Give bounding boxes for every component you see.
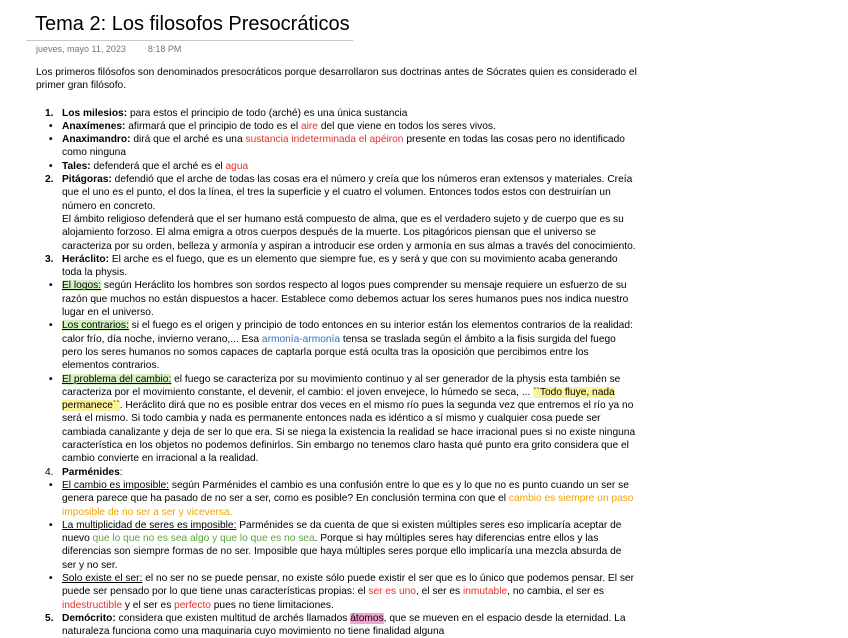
intro-paragraph: Los primeros filósofos son denominados presocráticos porque desarrollaron sus doctrinas antes de Sócrates quien es considerado el primer gran filósofo. [36,67,637,92]
highlight-orange: cambio es siempre un paso imposible de no ser a ser y viceversa. [62,493,634,518]
text: defendió que el arche de todas las cosas era el número y creía que los números eran extensos y materiales. Creía que el uno es el punto, el dos la línea, el tres la superficie y el cuatro el volumen. Entonces todos estos con destruirían un número en concreto. [62,174,633,212]
page-time: 8:18 PM [147,44,182,54]
term: Heráclito: [62,253,109,265]
highlight-red: sustancia indeterminada el apéiron [245,134,404,146]
text: según Parménides el cambio es una confusión entre lo que es y lo que no es punto cuando un ser se genera parece que ha pasado de no ser a ser, como es posible? En conclusión termina con que el [62,479,629,505]
term-highlighted: Los contrarios: [62,320,129,332]
term-highlighted: El problema del cambio: [62,373,172,385]
list-number: 5. [45,612,54,624]
text: según Heráclito los hombres son sordos respecto al logos pues comprender su mensaje requiere un esfuerzo de su razón que muchos no están dispuestos a hacer. Establece como debemos actuar los seres humanos pues nos indica nuestro lugar en el universo. [62,280,629,319]
title-divider [26,40,353,41]
note-body[interactable] [36,66,638,638]
text: el no ser no se puede pensar, no existe sólo puede existir el ser que es lo único que podemos pensar. El ser puede ser pensado por lo que tiene unas características propias: el [62,572,634,598]
text: , el ser es [415,586,463,598]
list-number: 1. [45,107,54,119]
term-underlined: La multiplicidad de seres es imposible: [62,519,237,531]
bullet-icon: • [49,572,53,584]
list-item-multiplicidad [36,519,638,572]
list-item-logos [36,279,638,319]
text-continuation: El ámbito religioso defenderá que el ser humano está compuesto de alma, que es el verdadero sujeto y de cuerpo que es su alojamiento forzoso. El alma emigra a otros cuerpos después de la muerte. Los pitagóricos piensan que el universo se caracteriza por su orden, belleza y armonía y aspiran a introducir ese orden y armonía en sus almas a través del conocimiento. [62,213,636,252]
list-item-tales [36,160,638,173]
bullet-icon: • [49,134,53,146]
term: Demócrito: [62,612,116,624]
list-item-anaximenes [36,120,638,133]
bullet-icon: • [49,479,53,491]
list-item-anaximandro [36,133,638,160]
term: Anaxímenes: [62,120,126,132]
quote-highlighted: ``Todo fluye, nada permanece`` [62,386,615,412]
list-item-pitagoras [36,173,638,253]
term: Anaximandro: [62,134,131,146]
text: si el fuego es el origen y principio de todo entonces en su interior están los elementos contrarios de la realidad: calor frío, día noche, invierno verano,... Esa [62,320,633,345]
highlight-pink: átomos [350,612,384,624]
text: para estos el principio de todo (arché) es una única sustancia [127,107,408,119]
text: tensa se traslada según el ámbito a la fisis surgida del fuego pero los seres humanos no somos capaces de captarla porque está oculta tras la oposición que percibimos entre los elementos contrarios. [62,333,616,372]
list-number: 4. [45,466,54,478]
text: Parménides se da cuenta de que si existen múltiples seres eso implicaría aceptar de nuevo [62,519,622,545]
text: : [119,466,123,478]
term: Parménides [62,466,120,478]
list-item-heraclito [36,253,638,280]
list-item-contrarios [36,319,638,372]
list-item-parmenides [36,466,638,479]
term-underlined: El cambio es imposible: [62,479,170,491]
text: del que viene en todos los seres vivos. [317,120,496,132]
highlight-red: perfecto [174,599,211,611]
term-underlined: Solo existe el ser: [62,572,143,584]
list-item-cambio [36,373,638,466]
bullet-icon: • [49,519,53,531]
bullet-icon: • [49,120,53,132]
text: dirá que el arché es una [130,134,246,146]
list-item-milesios [36,107,638,120]
highlight-red: agua [225,160,249,172]
text: afirmará que el principio de todo es el [125,120,301,132]
page-metadata [36,44,181,54]
text: , no cambia, el ser es [507,586,604,598]
bullet-icon: • [49,320,53,332]
highlight-blue: armonía-armonía [261,333,341,345]
list-number: 2. [45,174,54,186]
page-date: jueves, mayo 11, 2023 [36,44,126,54]
text: El arche es el fuego, que es un elemento que siempre fue, es y será y que con su movimiento acaba generando toda la physis. [62,253,618,279]
text: y el ser es [122,599,175,611]
term: Pitágoras: [62,174,112,186]
term: Los milesios: [62,107,128,119]
text: . Porque si hay múltiples seres hay diferencias entre ellos y las diferencias son siempre formas de no ser. Imposible que haya múltiples seres porque ello implicaría una mezcla absurda de ser y no ser. [62,533,622,571]
highlight-red: ser es uno [368,586,416,598]
bullet-icon: • [49,373,53,385]
highlight-red: indestructible [62,599,123,611]
highlight-red: inmutable [462,586,508,598]
list-item-democrito [36,612,638,638]
bullet-icon: • [49,280,53,292]
text: considera que existen multitud de archés llamados [115,612,351,624]
text: pues no tiene limitaciones. [210,599,334,611]
text: presente en todas las cosas pero no identificado como ninguna [62,134,625,159]
highlight-green: que lo que no es sea algo y que lo que es no sea [92,533,315,545]
bullet-icon: • [49,160,53,172]
list-item-cambio-imposible [36,479,638,519]
text: el fuego se caracteriza por su movimiento continuo y al ser generador de la physis esta también se caracteriza por el movimiento constante, el devenir, el cambio: el joven envejece, lo húmedo se seca, ... [62,373,621,398]
page-title[interactable]: Tema 2: Los filosofos Presocráticos [35,13,350,35]
list-number: 3. [45,253,54,265]
list-item-solo-ser [36,572,638,612]
term: Tales: [62,160,91,172]
term-highlighted: El logos: [62,280,102,292]
text: . Heráclito dirá que no es posible entrar dos veces en el mismo río pues la segunda vez que entremos el río ya no será el mismo. Si todo cambia y nada es permanente entonces nada es idéntico a sí mismo y cualquier cosa puede ser cambiada canalizante y deja de ser lo que era. Si se niega la existencia la realidad se hace irracional pues si no existe ninguna característica en los objetos no podemos definirlos. Sin embargo no tenemos claro hasta qué punto era grito considera que el cambio convierte en irracional a la realidad. [62,400,636,465]
text: , que se mueven en el espacio desde la eternidad. La naturaleza funciona como una maquinaria cuyo movimiento no tiene finalidad alguna [62,612,626,638]
highlight-red: aire [300,120,318,132]
text: defenderá que el arché es el [90,160,226,172]
